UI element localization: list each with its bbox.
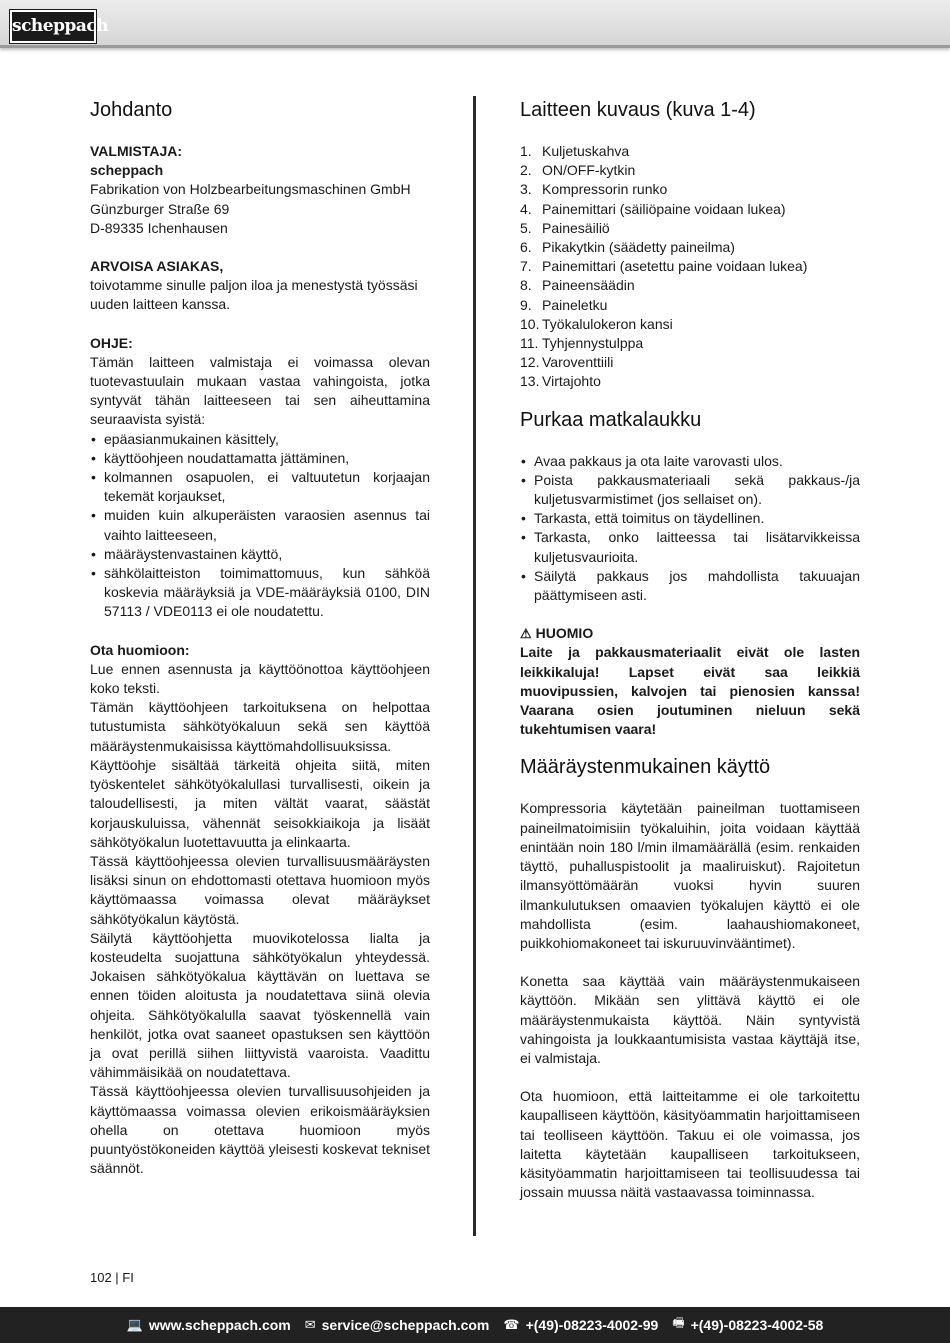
phone-icon: ☎ [503,1317,520,1332]
parts-list [520,142,860,392]
left-column [90,92,430,1178]
page-number: 102 | FI [90,1270,134,1285]
section-title-description: Laitteen kuvaus (kuva 1-4) [520,99,756,121]
list-item: 9. Paineletku [520,296,608,313]
paragraph: Konetta saa käyttää vain määräystenmukaiseen käyttöön. Mikään sen ylittävä käyttö ei ole määräystenmukaista käyttöä. Näin syntyvistä vahingoista ja loukkaantumisista vastaa käyttäjä itse, ei valmistaja. [520,973,860,1066]
right-column [520,92,860,1202]
address-line: Günzburger Straße 69 [90,200,230,217]
unpacking-list [520,452,860,606]
scheppach-logo: scheppach [10,10,96,43]
section-title-unpacking: Purkaa matkalaukku [520,408,702,431]
list-item: 7. Painemittari (asetettu paine voidaan lukea) [520,258,808,275]
list-item: • kolmannen osapuolen, ei valtuutetun korjaajan tekemät korjaukset, [90,468,430,506]
address-line: D-89335 Ichenhausen [90,219,228,236]
footer-phone: ☎ +(49)-08223-4002-99 [503,1317,659,1333]
warning-icon: ⚠ [520,626,532,642]
liability-list [90,430,430,622]
note-label: OHJE: [90,334,133,351]
page-footer [0,1307,950,1343]
note-text: Tämän laitteen valmistaja ei voimassa olevan tuotevastuulain mukaan vastaa vahingoista, jotka syntyvät tähän laitteeseen tai sen aiheuttamina seuraavista syistä: [90,353,430,428]
dear-customer-text: toivotamme sinulle paljon iloa ja menestystä työssäsi uuden laitteen kanssa. [90,277,418,313]
list-item: 8. Paineensäädin [520,277,635,294]
paragraph: Tässä käyttöohjeessa olevien turvallisuusohjeiden ja käyttömaassa voimassa olevien erikoismääräyksien ohella on otettava huomioon myös puuntyöstökoneiden käyttöä yleisesti koskevat tekniset säännöt. [90,1083,430,1177]
attention-label: Ota huomioon: [90,641,190,658]
paragraph: Säilytä käyttöohjetta muovikotelossa lialta ja kosteudelta suojattuna sähkötyökalun yhteydessä. Jokaisen sähkötyökalua käyttävän on luettava se ennen töiden aloitusta ja noudatettava siinä olevia ohjeita. Sähkötyökalulla saavat työskennellä vain henkilöt, jotka ovat saaneet opastuksen sen käyttöön ja ovat perillä siihen liittyvistä vaaroista. Vaadittu vähimmäisikää on noudatettava. [90,929,430,1081]
manufacturer-label: VALMISTAJA: [90,143,183,159]
paragraph: Ota huomioon, että laitteitamme ei ole tarkoitettu kaupalliseen käyttöön, käsityöammatin harjoittamiseen tai teolliseen käyttöön. Takuu ei ole voimassa, jos laitetta käytetään kaupalliseen tarkoitukseen, käsityöammatin harjoittamiseen tai teollisuudessa tai jossain muussa näitä vastaavassa toiminnassa. [520,1088,860,1201]
mail-icon: ✉ [304,1317,316,1332]
paragraph: Käyttöohje sisältää tärkeitä ohjeita siitä, miten työskentelet sähkötyökalullasi turvallisesti, oikein ja taloudellisesti, ja miten vältät vaarat, säästät korjauskuluissa, vähennät seisokkiaikoja ja lisäät sähkötyökalun luotettavuutta ja elinkaarta. [90,756,430,850]
warning-title [520,624,860,643]
paragraph: Tässä käyttöohjeessa olevien turvallisuusmääräysten lisäksi sinun on ehdottomasti otettava huomioon myös käyttömaassa voimassa olevat määräykset sähkötyökalun käytöstä. [90,852,430,927]
warning-text: Laite ja pakkausmateriaalit eivät ole lasten leikkikaluja! Lapset eivät saa leikkiä muovipussien, kalvojen tai pienosien kanssa! Vaarana osien joutuminen nieluun sekä tukehtumisen vaara! [520,644,860,738]
list-item: • määräystenvastainen käyttö, [90,545,430,564]
list-item: • epäasianmukainen käsittely, [90,430,430,449]
list-item: • muiden kuin alkuperäisten varaosien asennus tai vaihto laitteeseen, [90,506,430,544]
page-header [0,0,950,48]
list-item: 11. Tyhjennystulppa [520,335,644,352]
list-item: 1. Kuljetuskahva [520,143,630,159]
list-item: 3. Kompressorin runko [520,181,668,198]
list-item: • käyttöohjeen noudattamatta jättäminen, [90,449,430,468]
fax-icon: 🖷 [672,1315,685,1330]
list-item: 12. Varoventtiili [520,354,614,371]
footer-fax: 🖷 +(49)-08223-4002-58 [672,1314,823,1336]
list-item: 4. Painemittari (säiliöpaine voidaan lukea) [520,200,786,217]
list-item: • sähkölaitteiston toimimattomuus, kun sähköä koskevia määräyksiä ja VDE-määräyksiä 0100, DIN 57113 / VDE0113 ei ole noudatettu. [90,564,430,622]
warning-label: HUOMIO [535,625,594,642]
paragraph: Tämän käyttöohjeen tarkoituksena on helpottaa tutustumista sähkötyökaluun sekä sen käyttöä määräystenmukaisissa käyttömahdollisuuksissa. [90,699,430,754]
section-title-intended-use: Määräystenmukainen käyttö [520,756,771,779]
section-title-intro: Johdanto [90,99,173,121]
list-item: 6. Pikakytkin (säädetty paineilma) [520,239,735,256]
column-divider [473,96,476,1236]
footer-mail[interactable]: ✉ service@scheppach.com [304,1317,490,1333]
address-line: Fabrikation von Holzbearbeitungsmaschinen GmbH [90,181,411,198]
list-item: 5. Painesäiliö [520,219,610,236]
manufacturer-name: scheppach [90,162,164,179]
dear-customer-label: ARVOISA ASIAKAS, [90,258,224,275]
list-item: 2. ON/OFF-kytkin [520,162,636,179]
paragraph: Kompressoria käytetään paineilman tuottamiseen paineilmatoimisiin työkaluihin, joita voidaan käyttää enintään noin 180 l/min ilmamäärällä (esim. renkaiden täyttö, puhalluspistoolit ja maaliruiskut). Rajoitetun ilmansyöttömäärän vuoksi hyvin suuren ilmankulutuksen omaavien työkalujen käyttö ei ole mahdollista (esim. laahaushiomakoneet, puikkohiomakoneet tai iskuruuvinvääntimet). [520,800,860,951]
list-item: 13. Virtajohto [520,373,601,390]
list-item: • Tarkasta, onko laitteessa tai lisätarvikkeissa kuljetusvaurioita. [520,528,860,566]
laptop-icon: 💻 [126,1317,143,1332]
list-item: 10. Työkalulokeron kansi [520,315,673,332]
list-item: • Tarkasta, että toimitus on täydellinen. [520,509,860,528]
footer-web[interactable]: 💻 www.scheppach.com [126,1317,291,1333]
list-item: • Poista pakkausmateriaali sekä pakkaus-/ja kuljetusvarmistimet (jos sellaiset on). [520,471,860,509]
list-item: • Avaa pakkaus ja ota laite varovasti ulos. [520,452,860,471]
paragraph: Lue ennen asennusta ja käyttöönottoa käyttöohjeen koko teksti. [90,660,430,697]
list-item: • Säilytä pakkaus jos mahdollista takuuajan päättymiseen asti. [520,567,860,605]
